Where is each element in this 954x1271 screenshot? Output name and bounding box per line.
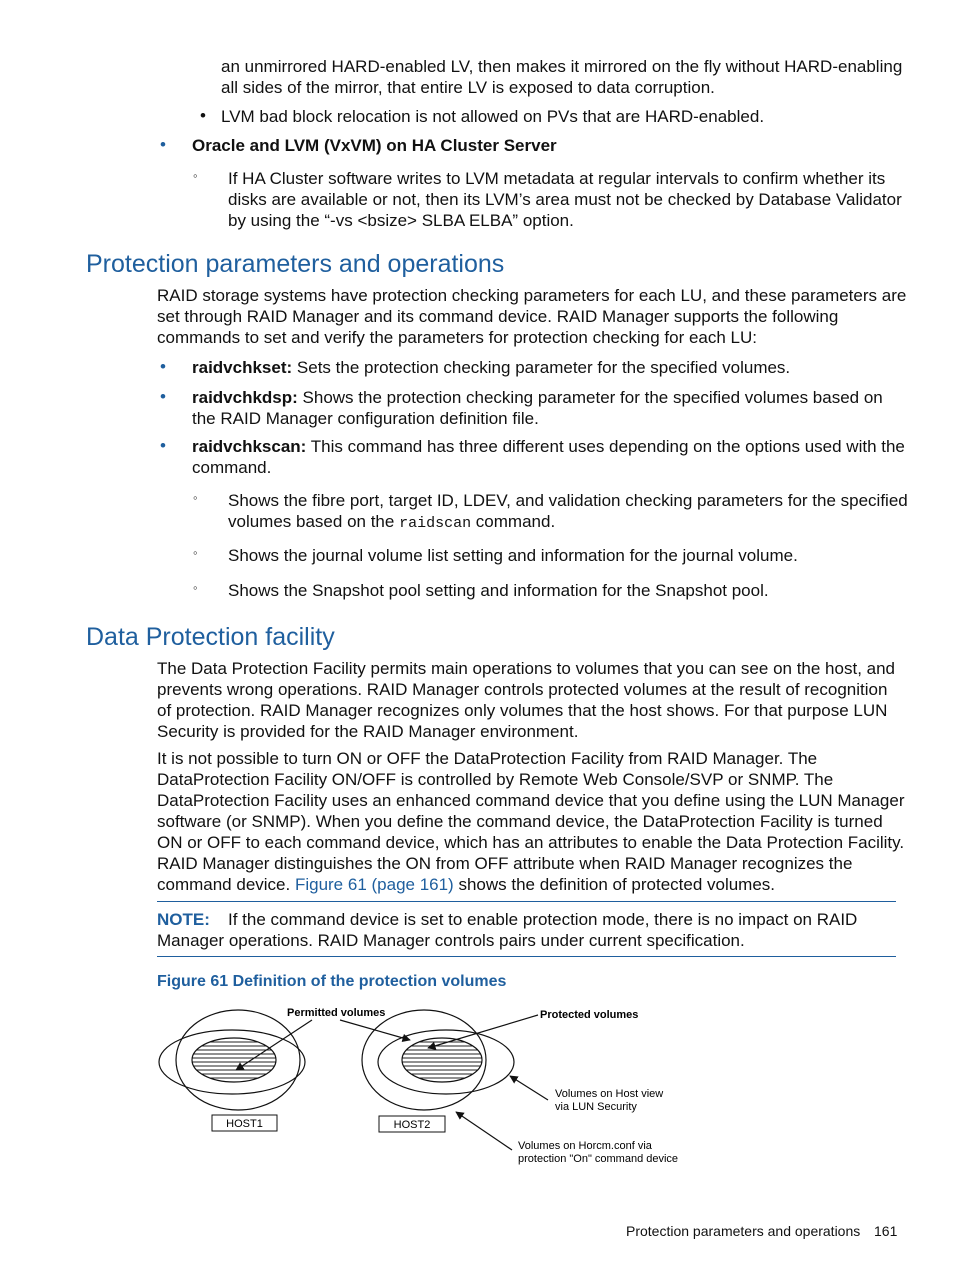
section-heading-data-protection: Data Protection facility — [86, 623, 335, 651]
item-raidvchkscan-line-2: command. — [192, 458, 272, 477]
oracle-sub-line-1: If HA Cluster software writes to LVM metadata at regular intervals to confirm whether its — [228, 169, 886, 188]
sub-item-2: Shows the journal volume list setting and information for the journal volume. — [228, 546, 798, 565]
section2-para2-line-5: ON or OFF to each command device, which has an attributes to enable the Data Protection Facility. — [157, 833, 905, 852]
arrow-horcm — [456, 1112, 512, 1150]
host1-protected-volumes — [192, 1038, 276, 1082]
host1-label: HOST1 — [226, 1118, 263, 1130]
sub-item-text: command. — [471, 512, 556, 531]
figure-61-link[interactable]: Figure 61 (page 161) — [294, 875, 454, 894]
item-term: raidvchkdsp: — [192, 388, 298, 407]
note-label: NOTE: — [157, 910, 210, 929]
bullet-icon: • — [160, 135, 166, 154]
host-view-label-1: Volumes on Host view — [555, 1088, 664, 1100]
item-term: raidvchkset: — [192, 358, 293, 377]
para-text: shows the definition of protected volumes. — [453, 875, 776, 894]
host2-protected-volumes — [402, 1038, 482, 1082]
section2-para2-line-6: RAID Manager distinguishes the ON from OFF attribute when RAID Manager recognizes the — [157, 854, 853, 873]
arrow-permitted-host2 — [340, 1020, 410, 1040]
para-text: command device. — [157, 875, 295, 894]
section2-para2-line-4: software (or SNMP). When you define the command device, the DataProtection Facility is turned — [157, 812, 883, 831]
section-heading-protection: Protection parameters and operations — [86, 250, 505, 278]
section2-para1-line-3: of protection. RAID Manager recognizes only volumes that the host shows. For that purpose LUN — [157, 701, 888, 720]
sub-item-text: volumes based on the — [228, 512, 400, 531]
horcm-label-2: protection "On" command device — [518, 1153, 679, 1165]
circle-bullet-icon: ◦ — [193, 168, 198, 183]
sub-item-1-line-1: Shows the fibre port, target ID, LDEV, and validation checking parameters for the specified — [228, 491, 908, 510]
section2-para2-line-2: DataProtection Facility ON/OFF is controlled by Remote Web Console/SVP or SNMP. The — [157, 770, 834, 789]
item-desc: This command has three different uses depending on the options used with the — [306, 437, 905, 456]
circle-bullet-icon: ◦ — [193, 580, 198, 595]
note-line-2: Manager operations. RAID Manager controls pairs under current specification. — [157, 931, 745, 950]
item-desc: Shows the protection checking parameter for the specified volumes based on — [297, 388, 883, 407]
host1-group — [159, 1010, 305, 1131]
bullet-icon: • — [160, 357, 166, 376]
arrow-host-view — [510, 1076, 548, 1100]
footer-page-number: 161 — [874, 1223, 898, 1239]
horcm-label-1: Volumes on Horcm.conf via — [518, 1140, 652, 1152]
host2-label: HOST2 — [393, 1119, 431, 1131]
bullet-icon: • — [160, 387, 166, 406]
protected-volumes-label: Protected volumes — [540, 1009, 639, 1021]
section1-para-line-3: commands to set and verify the parameters for protection checking for each LU: — [157, 328, 758, 347]
circle-bullet-icon: ◦ — [193, 545, 198, 560]
section1-para-line-1: RAID storage systems have protection checking parameters for each LU, and these parameters are — [157, 286, 907, 305]
section2-para1-line-2: prevents wrong operations. RAID Manager controls protected volumes at the result of recognition — [157, 680, 888, 699]
intro-line-1: an unmirrored HARD-enabled LV, then makes it mirrored on the fly without HARD-enabling — [221, 57, 903, 76]
oracle-sub-line-3: by using the “-vs <bsize> SLBA ELBA” option. — [228, 211, 574, 230]
bullet-lvm: LVM bad block relocation is not allowed on PVs that are HARD-enabled. — [221, 107, 765, 126]
item-desc: Sets the protection checking parameter for the specified volumes. — [292, 358, 791, 377]
code-raidscan: raidscan — [399, 515, 472, 532]
footer-section-title: Protection parameters and operations — [626, 1223, 861, 1239]
section2-para2-line-1: It is not possible to turn ON or OFF the DataProtection Facility from RAID Manager. The — [157, 749, 818, 768]
circle-bullet-icon: ◦ — [193, 490, 198, 505]
host2-group — [362, 1010, 514, 1132]
figure-caption: Figure 61 Definition of the protection volumes — [157, 973, 507, 990]
sub-item-3: Shows the Snapshot pool setting and information for the Snapshot pool. — [228, 581, 769, 600]
section1-para-line-2: set through RAID Manager and its command device. RAID Manager supports the following — [157, 307, 839, 326]
section2-para1-line-1: The Data Protection Facility permits main operations to volumes that you can see on the host, and — [157, 659, 895, 678]
section2-para2-line-3: DataProtection Facility uses an enhanced command device that you define using the LUN Manager — [157, 791, 905, 810]
item-raidvchkdsp-line-2: the RAID Manager configuration definition file. — [192, 409, 539, 428]
oracle-sub-line-2: disks are available or not, then its LVM’s area must not be checked by Database Validator — [228, 190, 902, 209]
intro-line-2: all sides of the mirror, that entire LV is exposed to data corruption. — [221, 78, 715, 97]
permitted-volumes-label: Permitted volumes — [287, 1007, 386, 1019]
host-view-label-2: via LUN Security — [555, 1101, 637, 1113]
oracle-heading: Oracle and LVM (VxVM) on HA Cluster Server — [192, 136, 557, 155]
section2-para1-line-4: Security is provided for the RAID Manager environment. — [157, 722, 579, 741]
bullet-icon: • — [160, 436, 166, 455]
note-line-1: If the command device is set to enable protection mode, there is no impact on RAID — [228, 910, 858, 929]
item-term: raidvchkscan: — [192, 437, 307, 456]
bullet-icon: • — [200, 106, 206, 125]
